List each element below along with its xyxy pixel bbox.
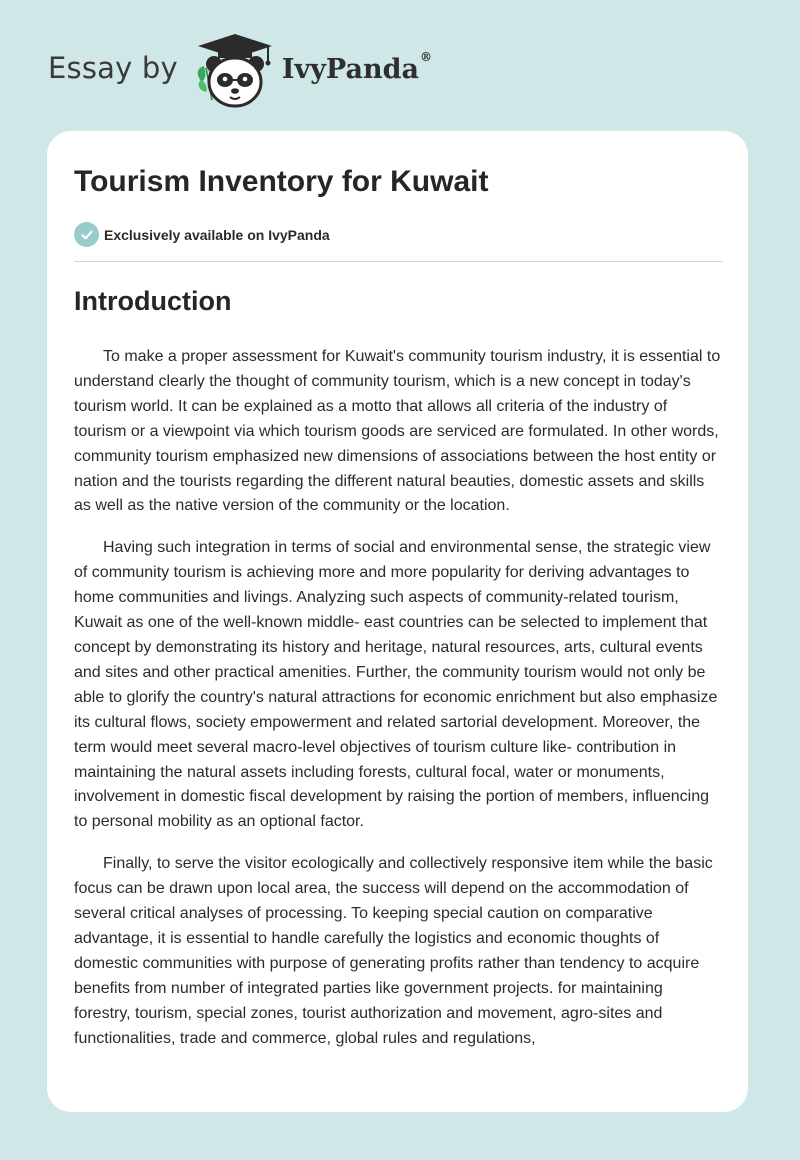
exclusive-badge-label: Exclusively available on IvyPanda <box>104 226 330 243</box>
title-divider <box>74 261 723 262</box>
section-body <box>74 345 723 1068</box>
brand-prefix: Essay by <box>48 51 178 85</box>
exclusive-badge <box>74 222 330 247</box>
section-heading: Introduction <box>74 286 232 316</box>
essay-card <box>47 131 748 1112</box>
paragraph-1: To make a proper assessment for Kuwait's community tourism industry, it is essential to understand clearly the thought of community tourism, which is a new concept in today's tourism world. It can be explained as a motto that allows all criteria of the industry of tourism or a viewpoint via which tourism goods are serviced are formulated. In other words, community tourism emphasized new dimensions of associations between the host entity or nation and the tourists regarding the different natural beauties, domestic assets and skills as well as the native version of the community or the location. <box>74 348 721 515</box>
paragraph-2: Having such integration in terms of social and environmental sense, the strategic view of community tourism is achieving more and more popularity for deriving advantages to home communities and livings. Analyzing such aspects of community-related tourism, Kuwait as one of the well-known middle- east countries can be selected to implement that concept by demonstrating its history and heritage, natural resources, arts, cultural events and sites and other practical amenities. Further, the community tourism would not only be able to glorify the country's natural attractions for economic enrichment but also emphasize its cultural flows, society empowerment and related sartorial development. Moreover, the term would meet several macro-level objectives of tourism culture like- contribution in maintaining the natural assets including forests, cultural focal, water or monuments, involvement in domestic fiscal development by raising the portion of members, influencing to personal mobility as an optional factor. <box>74 539 718 831</box>
panda-graduate-icon <box>192 30 278 110</box>
site-brand[interactable] <box>48 30 432 110</box>
paragraph-3: Finally, to serve the visitor ecologically and collectively responsive item while the basic focus can be drawn upon local area, the success will depend on the accommodation of several critical analyses of processing. To keeping special caution on comparative advantage, it is essential to handle carefully the logistics and economic thoughts of domestic communities with purpose of generating profits rather than tendency to acquire benefits from number of integrated parties like government projects. for maintaining forestry, tourism, special zones, tourist authorization and movement, agro-sites and functionalities, trade and commerce, global rules and regulations, <box>74 855 713 1047</box>
essay-title: Tourism Inventory for Kuwait <box>74 165 489 198</box>
check-icon <box>74 222 99 247</box>
registered-mark: ® <box>419 49 432 64</box>
brand-name: IvyPanda® <box>281 49 432 85</box>
